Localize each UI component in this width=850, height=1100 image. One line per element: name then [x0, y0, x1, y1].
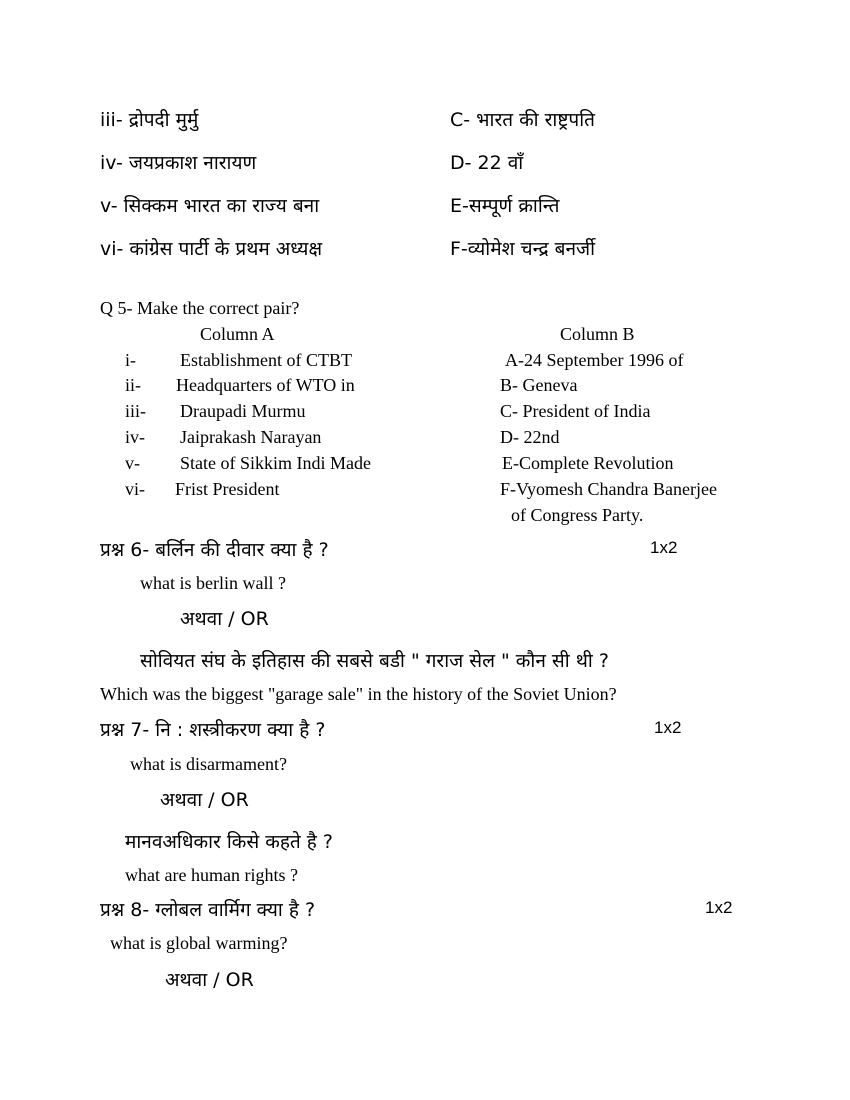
q5-row-b: C- President of India — [500, 401, 651, 421]
hindi-pair-a-5: v- सिक्कम भारत का राज्य बना — [100, 195, 320, 217]
q7-marks: 1x2 — [654, 718, 682, 737]
q7-or: अथवा / OR — [160, 789, 249, 811]
q8-marks: 1x2 — [705, 898, 733, 917]
q7-english: what is disarmament? — [130, 754, 287, 774]
q8-english: what is global warming? — [110, 933, 288, 953]
q5-row-b: D- 22nd — [500, 427, 560, 447]
q5-row-a: Frist President — [175, 479, 280, 499]
q5-row-b-continuation: of Congress Party. — [511, 505, 644, 525]
q7-hindi: प्रश्न 7- नि : शस्त्रीकरण क्या है ? — [100, 719, 326, 741]
q5-row-a: State of Sikkim Indi Made — [180, 453, 371, 473]
q6-hindi: प्रश्न 6- बर्लिन की दीवार क्या है ? — [100, 539, 329, 561]
hindi-pair-a-6: vi- कांग्रेस पार्टी के प्रथम अध्यक्ष — [100, 238, 323, 260]
q5-row-num: v- — [125, 453, 140, 473]
q5-row-num: iii- — [125, 401, 146, 421]
q5-column-b-header: Column B — [560, 324, 635, 344]
q5-row-a: Draupadi Murmu — [180, 401, 306, 421]
q5-row-b: E-Complete Revolution — [502, 453, 674, 473]
q6-or: अथवा / OR — [180, 608, 269, 630]
q5-row-a: Headquarters of WTO in — [176, 375, 355, 395]
hindi-pair-a-3: iii- द्रोपदी मुर्मु — [100, 109, 199, 131]
q5-row-b: A-24 September 1996 of — [505, 350, 684, 370]
q5-row-b: B- Geneva — [500, 375, 578, 395]
q5-row-a: Jaiprakash Narayan — [180, 427, 322, 447]
q6-alt-english: Which was the biggest "garage sale" in the history of the Soviet Union? — [100, 684, 617, 704]
hindi-pair-b-3: C- भारत की राष्ट्रपति — [450, 109, 595, 131]
q5-row-num: vi- — [125, 479, 145, 499]
q8-or: अथवा / OR — [165, 969, 254, 991]
q5-column-a-header: Column A — [200, 324, 275, 344]
q5-row-a: Establishment of CTBT — [180, 350, 352, 370]
q6-marks: 1x2 — [650, 538, 678, 557]
q6-alt-hindi: सोवियत संघ के इतिहास की सबसे बडी " गराज सेल " कौन सी थी ? — [140, 650, 609, 672]
hindi-pair-a-4: iv- जयप्रकाश नारायण — [100, 152, 257, 174]
q7-alt-english: what are human rights ? — [125, 865, 298, 885]
q8-hindi: प्रश्न 8- ग्लोबल वार्मिग क्या है ? — [100, 899, 316, 921]
q5-row-num: i- — [125, 350, 136, 370]
q5-title: Q 5- Make the correct pair? — [100, 298, 300, 318]
hindi-pair-b-6: F-व्योमेश चन्द्र बनर्जी — [450, 238, 596, 260]
q5-row-num: ii- — [125, 375, 141, 395]
q6-english: what is berlin wall ? — [140, 573, 286, 593]
q5-row-num: iv- — [125, 427, 145, 447]
q5-row-b: F-Vyomesh Chandra Banerjee — [500, 479, 717, 499]
q7-alt-hindi: मानवअधिकार किसे कहते है ? — [125, 831, 333, 853]
hindi-pair-b-4: D- 22 वाँ — [450, 152, 524, 174]
hindi-pair-b-5: E-सम्पूर्ण क्रान्ति — [450, 195, 560, 217]
